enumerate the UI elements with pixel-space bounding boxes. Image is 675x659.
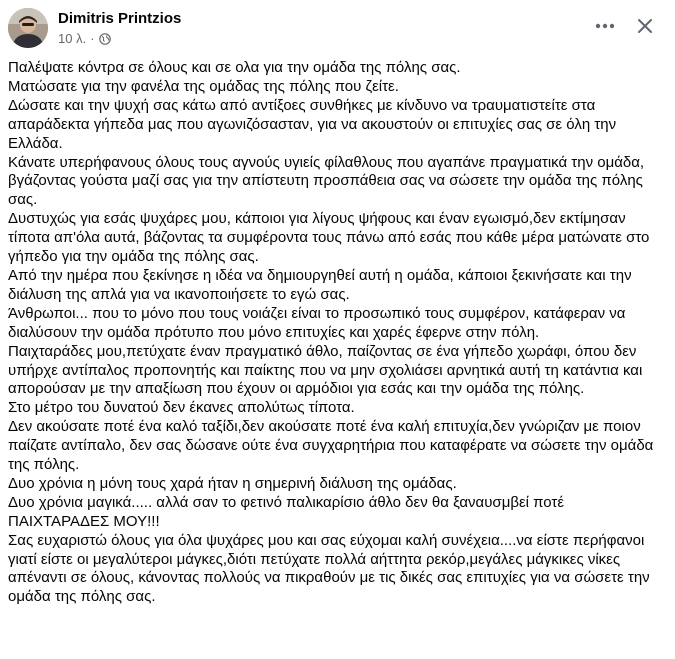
post-paragraph: Δεν ακούσατε ποτέ ένα καλό ταξίδι,δεν ακούσατε ποτέ ένα καλή επιτυχία,δεν γνώριζαν με ποιον παίζατε αντίπαλο, δεν σας δώσανε ούτε ένα συγχαρητήρια που καταφέρατε να σώσετε την ομάδα της πόλης. <box>8 418 654 474</box>
post-text <box>8 59 668 607</box>
post-header <box>0 0 675 56</box>
post-paragraph: Δυο χρόνια μαγικά..... αλλά σαν το φετινό παλικαρίσιο άθλο δεν θα ξαναυσμβεί ποτέ ΠΑΙΧΤΑΡΑΔΕΣ ΜΟΥ!!! <box>8 493 565 530</box>
close-button[interactable] <box>631 12 659 40</box>
post-paragraph: Παιχταράδες μου,πετύχατε έναν πραγματικό άθλο, παίζοντας σε ένα γήπεδο χωράφι, όπου δεν υπήρχε αντίπαλος προπονητής και παίκτης που να μην σχολιάσει αρνητικά αυτή τη κατάντια και απορούσαν με την απαξίωση που έχουν οι αρμόδιοι για εσάς και την ομάδα της πόλης. <box>8 342 643 398</box>
author-name[interactable]: Dimitris Printzios <box>58 10 182 27</box>
post-timestamp[interactable]: 10 λ. <box>58 31 87 46</box>
post-meta <box>58 31 111 46</box>
more-horizontal-icon <box>595 23 615 29</box>
post-paragraph: Άνθρωποι... που το μόνο που τους νοιάζει είναι το προσωπικό τους συμφέρον, κατάφεραν να διαλύσουν την ομάδα πρότυπο που μόνο επιτυχίες και χαρές έφερνε στην πόλη. <box>8 304 626 341</box>
post-paragraph: Δώσατε και την ψυχή σας κάτω από αντίξοες συνθήκες με κίνδυνο να τραυματιστείτε στα απαράδεκτα γήπεδα μας που αγωνιζόσασταν, για να ακουστούν οι επιτυχίες σας σε όλη την Ελλάδα. <box>8 96 617 152</box>
post-paragraph: Δυο χρόνια η μόνη τους χαρά ήταν η σημερινή διάλυση της ομάδας. <box>8 474 457 492</box>
avatar-photo-icon <box>8 8 48 48</box>
post-paragraph: Κάνατε υπερήφανους όλους τους αγνούς υγιείς φίλαθλους που αγαπάνε πραγματικά την ομάδα, βγάζοντας γούστα μαζί σας για την απίστευτη προσπάθεια σας να σώσετε την ομάδα της πόλης σας. <box>8 153 645 209</box>
avatar[interactable] <box>8 8 48 48</box>
meta-separator: · <box>90 31 95 46</box>
post-paragraph: Στο μέτρο του δυνατού δεν έκανες απολύτως τίποτα. <box>8 399 355 417</box>
more-options-button[interactable] <box>591 12 619 40</box>
post-paragraph: Ματώσατε για την φανέλα της ομάδας της πόλης που ζείτε. <box>8 77 399 95</box>
close-icon <box>637 18 653 34</box>
post-paragraph: Από την ημέρα που ξεκίνησε η ιδέα να δημιουργηθεί αυτή η ομάδα, κάποιοι ξεκινήσατε και την διάλυση της απλά για να ικανοποιήσετε το εγώ σας. <box>8 266 632 303</box>
globe-icon[interactable] <box>99 33 111 45</box>
post-paragraph: Παλέψατε κόντρα σε όλους και σε ολα για την ομάδα της πόλης σας. <box>8 59 461 76</box>
post-paragraph: Δυστυχώς για εσάς ψυχάρες μου, κάποιοι για λίγους ψήφους και έναν εγωισμό,δεν εκτίμησαν τίποτα απ'όλα αυτά, βάζοντας τα συμφέροντα τους πάνω από εσάς που κάθε μέρα ματώνατε στο γήπεδο για την ομάδα της πόλης σας. <box>8 210 650 266</box>
post-paragraph: Σας ευχαριστώ όλους για όλα ψυχάρες μου και σας εύχομαι καλή συνέχεια....να είστε περήφανοι γιατί είστε οι μεγαλύτεροι μάγκες,διότι πετύχατε πολλά αήττητα ρεκόρ,μεγάλες μάγκικες νίκες απέναντι σε όλους, κάνοντας πολλούς να πικραθούν με τις δικές σας επιτυχίες για να σώσετε την ομάδα της πόλης σας. <box>8 531 650 606</box>
